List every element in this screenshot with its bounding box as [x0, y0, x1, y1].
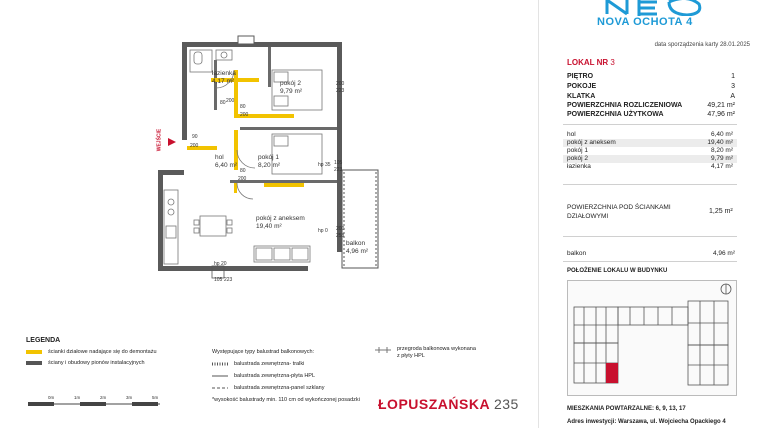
dim-label: 80	[240, 168, 246, 174]
grey-swatch-icon	[26, 361, 42, 365]
pokoj1-label: pokój 1 8,20 m²	[258, 154, 281, 169]
brand-name: NOVA OCHOTA 4	[597, 16, 693, 28]
dim-label: hp 20	[214, 261, 227, 267]
balustrade-item	[212, 361, 304, 367]
building-location-map	[567, 280, 737, 396]
repeated-units: MIESZKANIA POWTARZALNE: 6, 9, 13, 17	[567, 406, 686, 412]
under-slopes-value: 1,25 m²	[709, 208, 733, 215]
divider	[563, 124, 737, 125]
rooms-table	[563, 131, 737, 171]
location-title: POŁOŻENIE LOKALU W BUDYNKU	[567, 268, 668, 274]
street-logo	[378, 396, 519, 412]
hpl-partition-icon	[375, 346, 391, 354]
date-label: data sporządzenia karty 28.01.2025	[654, 42, 750, 48]
summary-row: POWIERZCHNIA UŻYTKOWA 47,96 m²	[567, 111, 735, 118]
dim-label: 200	[336, 226, 345, 232]
summary-row: PIĘTRO 1	[567, 73, 735, 80]
balkon-label: balkon 4,96 m²	[346, 240, 369, 255]
balustrade-label: balustrada zewnętrzna- tralki	[234, 361, 305, 367]
legend-item-removable	[26, 349, 157, 355]
balustrade-title: Występujące typy balustrad balkonowych:	[212, 349, 315, 355]
room-row: łazienka 4,17 m²	[567, 163, 733, 170]
street-number: 235	[493, 396, 519, 412]
balustrade-label: balustrada zewnętrzna-panel szklany	[234, 385, 325, 391]
dim-label: 253	[336, 233, 345, 239]
hpl-partition-legend	[375, 346, 476, 360]
scale-bar-drawing	[26, 396, 166, 410]
divider	[563, 184, 737, 185]
lokal-value: 3	[610, 58, 615, 67]
balustrade-label: balustrada zewnętrzna-płyta HPL	[234, 373, 316, 379]
balcony-row: balkon 4,96 m²	[567, 250, 735, 257]
hpl-icon	[212, 373, 228, 379]
dim-label: 90	[192, 134, 198, 140]
street-name: ŁOPUSZAŃSKA	[378, 396, 490, 412]
summary-row: POWIERZCHNIA ROZLICZENIOWA 49,21 m²	[567, 102, 735, 109]
summary-row: POKOJE 3	[567, 83, 735, 90]
legend-title: LEGENDA	[26, 337, 61, 344]
hol-label: hol 6,40 m²	[215, 154, 238, 169]
balustrade-item	[212, 373, 315, 379]
balustrade-item	[212, 385, 325, 391]
scale-bar	[26, 396, 166, 410]
dim-label: hp 0	[318, 228, 328, 234]
summary-row: KLATKA A	[567, 93, 735, 100]
yellow-swatch-icon	[26, 350, 42, 354]
legend-label: ściany i obudowy pionów instalacyjnych	[48, 360, 145, 366]
scale-label: 0m	[48, 395, 55, 400]
dim-label: 200	[240, 112, 249, 118]
dim-label: 200	[336, 81, 345, 87]
divider	[563, 261, 737, 262]
legend-label: ścianki działowe nadające się do demontażu	[48, 349, 157, 355]
tralki-icon	[212, 361, 228, 367]
room-row: pokój z aneksem 19,40 m²	[563, 139, 737, 147]
glass-panel-icon	[212, 385, 228, 391]
dim-label: 80	[220, 100, 226, 106]
dim-label: hp 35	[318, 162, 331, 168]
aneks-label: pokój z aneksem 19,40 m²	[256, 215, 305, 230]
under-slopes-label: POWIERZCHNIA POD ŚCIANKAMI DZIAŁOWYMI	[567, 204, 671, 220]
floor-plan	[150, 30, 390, 290]
dim-label: 223	[336, 88, 345, 94]
dim-label: 223	[224, 277, 233, 283]
scale-label: 3m	[126, 395, 133, 400]
lokal-label: LOKAL NR	[567, 58, 609, 67]
neo-logo-icon	[599, 0, 709, 16]
neo-logo	[599, 0, 709, 16]
dim-label: 200	[226, 98, 235, 104]
balustrade-note: *wysokość balustrady min. 110 cm od wykończonej posadzki	[212, 397, 360, 403]
legend-item-walls	[26, 360, 145, 366]
building-outline	[568, 281, 736, 395]
pokoj2-label: pokój 2 9,79 m²	[280, 80, 303, 95]
divider	[563, 236, 737, 237]
entry-label: WEJŚCIE	[156, 128, 163, 152]
dim-label: 80	[240, 104, 246, 110]
hpl-text-2: z płyty HPL	[397, 353, 425, 359]
dim-label: 105	[334, 160, 343, 166]
scale-label: 2m	[100, 395, 107, 400]
scale-label: 1m	[74, 395, 81, 400]
scale-label: 5m	[152, 395, 159, 400]
investment-address: Adres inwestycji: Warszawa, ul. Wojciecha Opackiego 4	[567, 419, 726, 425]
lokal-number	[567, 58, 615, 67]
room-row: hol 6,40 m²	[567, 131, 733, 138]
hpl-text-1: przegroda balkonowa wykonana	[397, 346, 476, 352]
dim-label: 200	[190, 143, 199, 149]
dim-label: 223	[334, 167, 343, 173]
room-row: pokój 2 9,79 m²	[563, 155, 737, 163]
lazienka-label: łazienka 4,17 m²	[212, 70, 236, 85]
dim-label: 105	[214, 277, 223, 283]
dim-label: 200	[238, 176, 247, 182]
room-row: pokój 1 8,20 m²	[567, 147, 733, 154]
info-panel	[538, 0, 760, 428]
